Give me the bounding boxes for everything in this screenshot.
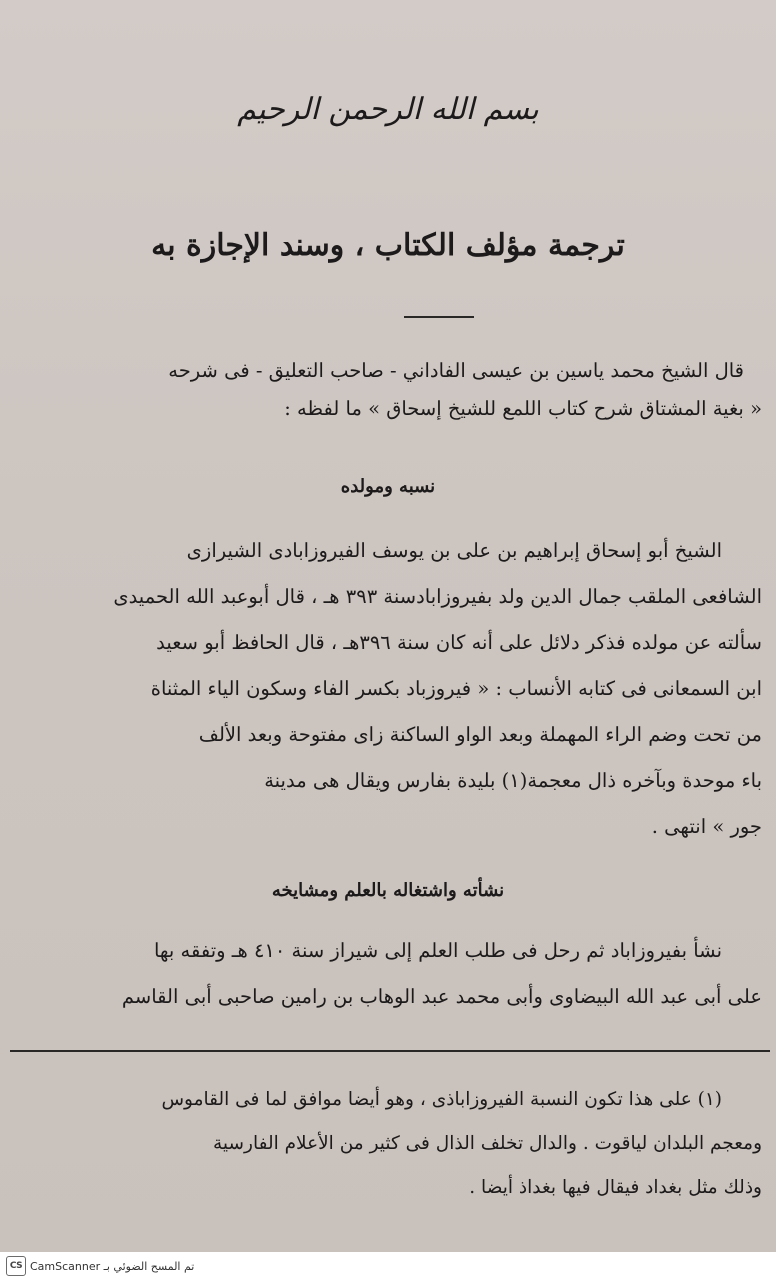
footnote-divider — [10, 1050, 770, 1052]
nasab-paragraph — [10, 528, 762, 850]
basmala: بسم الله الرحمن الرحيم — [237, 92, 539, 127]
camscanner-logo-icon: CS — [6, 1256, 26, 1276]
section-heading-nasab: نسبه ومولده — [340, 476, 436, 497]
intro-paragraph — [10, 352, 762, 428]
nasab-line: سألته عن مولده فذكر دلائل على أنه كان سنة ٣٩٦هـ ، قال الحافظ أبو سعيد — [156, 631, 762, 654]
section-heading-nashatuh: نشأته واشتغاله بالعلم ومشايخه — [271, 880, 505, 901]
scanner-caption: تم المسح الضوئي بـ CamScanner — [30, 1259, 195, 1273]
intro-line: « بغية المشتاق شرح كتاب اللمع للشيخ إسحاق » ما لفظه : — [284, 397, 762, 420]
page-title: ترجمة مؤلف الكتاب ، وسند الإجازة به — [151, 228, 625, 263]
nasab-line: الشيخ أبو إسحاق إبراهيم بن على بن يوسف الفيروزابادى الشيرازى — [186, 539, 722, 562]
nasab-line: باء موحدة وبآخره ذال معجمة(١) بليدة بفارس ويقال هى مدينة — [264, 769, 762, 792]
footnote-line: ومعجم البلدان لياقوت . والدال تخلف الذال فى كثير من الأعلام الفارسية — [213, 1133, 762, 1154]
scanner-watermark-bar — [0, 1252, 776, 1280]
footnote — [10, 1078, 762, 1210]
title-divider — [404, 316, 474, 318]
footnote-line: (١) على هذا تكون النسبة الفيروزاباذى ، وهو أيضا موافق لما فى القاموس — [161, 1089, 722, 1110]
nasab-line: ابن السمعانى فى كتابه الأنساب : « فيروزباد بكسر الفاء وسكون الياء المثناة — [150, 677, 762, 700]
nasab-line: من تحت وضم الراء المهملة وبعد الواو الساكنة زاى مفتوحة وبعد الألف — [198, 723, 762, 746]
nashatuh-line: نشأ بفيروزاباد ثم رحل فى طلب العلم إلى شيراز سنة ٤١٠ هـ وتفقه بها — [153, 939, 722, 962]
nasab-line: جور » انتهى . — [651, 815, 762, 838]
nasab-line: الشافعى الملقب جمال الدين ولد بفيروزابادسنة ٣٩٣ هـ ، قال أبوعبد الله الحميدى — [113, 585, 762, 608]
nashatuh-paragraph — [10, 928, 762, 1020]
footnote-line: وذلك مثل بغداد فيقال فيها بغداذ أيضا . — [469, 1177, 762, 1198]
nashatuh-line: على أبى عبد الله البيضاوى وأبى محمد عبد الوهاب بن رامين صاحبى أبى القاسم — [121, 985, 762, 1008]
intro-line: قال الشيخ محمد ياسين بن عيسى الفاداني - صاحب التعليق - فى شرحه — [168, 359, 744, 382]
